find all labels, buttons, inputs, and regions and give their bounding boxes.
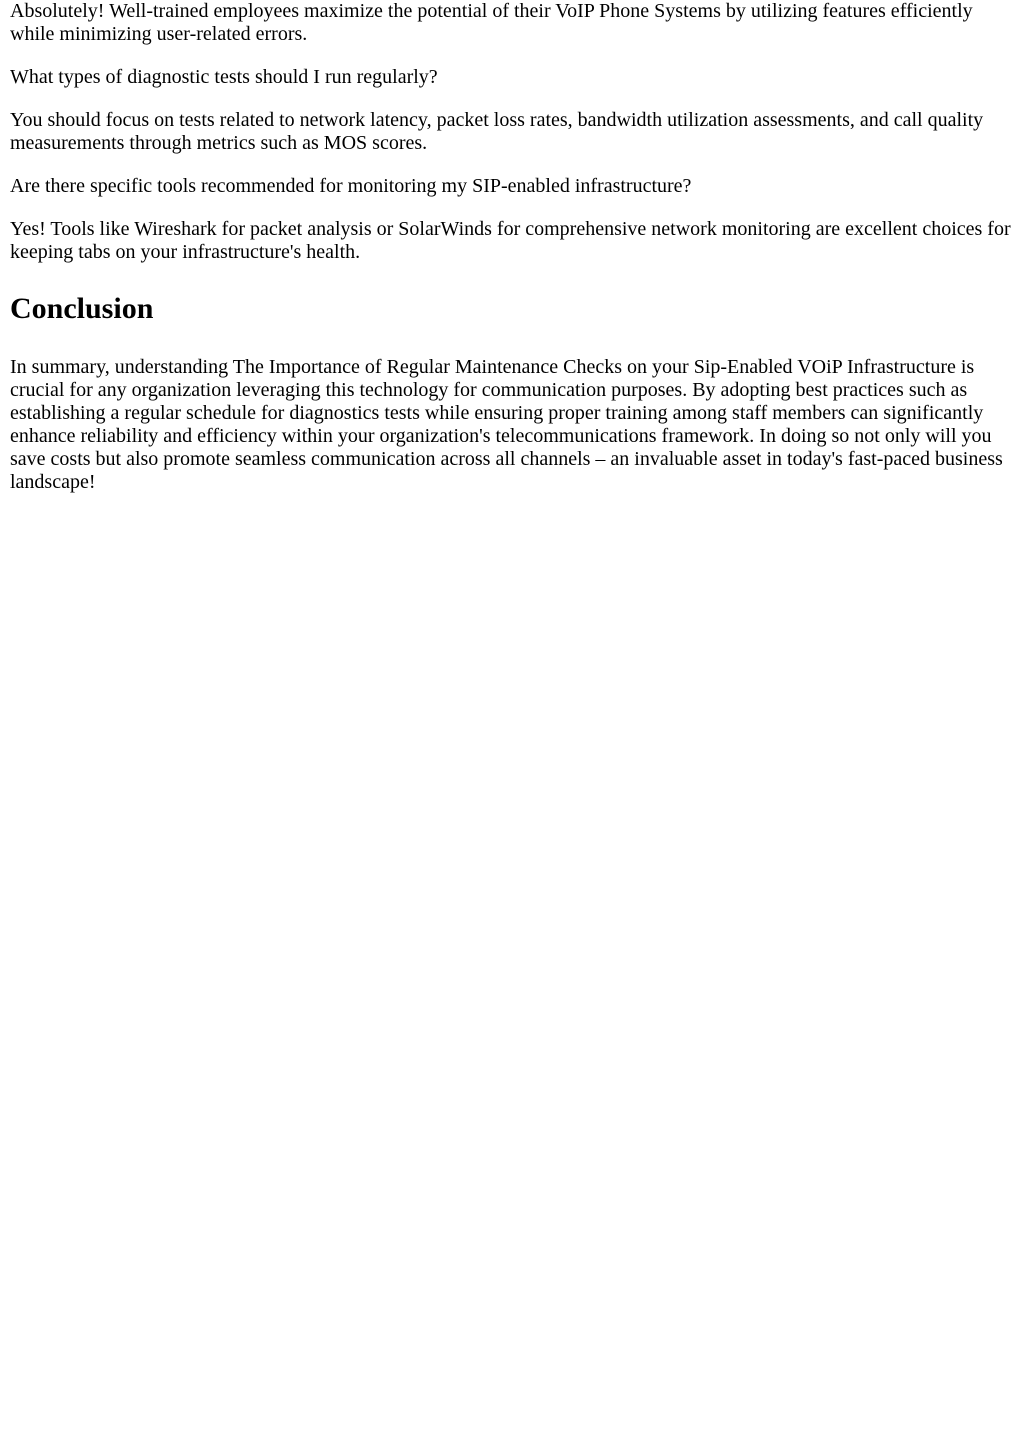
faq-question-diagnostic-tests: What types of diagnostic tests should I run regularly?	[10, 66, 438, 88]
faq-answer-monitoring-tools: Yes! Tools like Wireshark for packet analysis or SolarWinds for comprehensive network monitoring are excellent choices for keeping tabs on your infrastructure's health.	[10, 218, 1011, 263]
article-page	[0, 0, 1024, 494]
faq-question-monitoring-tools: Are there specific tools recommended for monitoring my SIP-enabled infrastructure?	[10, 175, 692, 197]
conclusion-paragraph: In summary, understanding The Importance of Regular Maintenance Checks on your Sip-Enabled VOiP Infrastructure is crucial for any organization leveraging this technology for communication purposes. By adopting best practices such as establishing a regular schedule for diagnostics tests while ensuring proper training among staff members can significantly enhance reliability and efficiency within your organization's telecommunications framework. In doing so not only will you save costs but also promote seamless communication across all channels – an invaluable asset in today's fast-paced business landscape!	[10, 356, 1003, 493]
faq-answer-diagnostic-tests: You should focus on tests related to network latency, packet loss rates, bandwidth utilization assessments, and call quality measurements through metrics such as MOS scores.	[10, 109, 984, 154]
faq-answer-training: Absolutely! Well-trained employees maximize the potential of their VoIP Phone Systems by utilizing features efficiently while minimizing user-related errors.	[10, 0, 973, 45]
conclusion-heading: Conclusion	[10, 292, 154, 325]
